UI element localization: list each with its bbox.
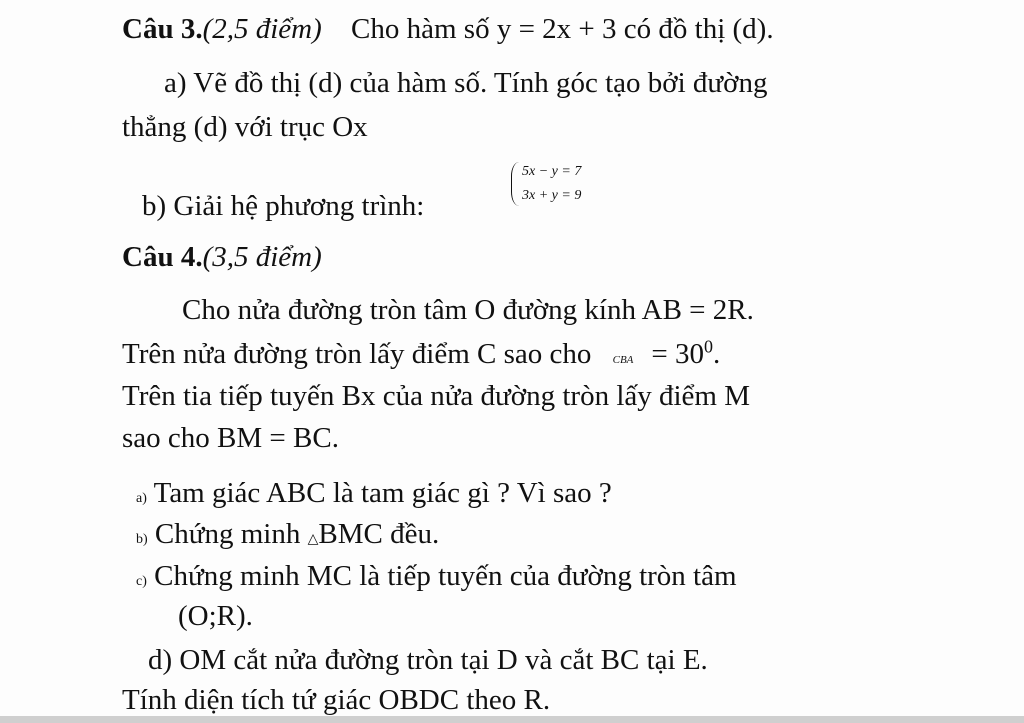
q3-part-a-line2: thẳng (d) với trục Ox [122, 111, 368, 143]
q4-points: (3,5 điểm) [202, 241, 322, 273]
system-eq-1: 5x − y = 7 [522, 164, 582, 179]
triangle-symbol: △ [307, 532, 319, 547]
q3-points: (2,5 điểm) [202, 13, 322, 45]
q4-line1: Cho nửa đường tròn tâm O đường kính AB = 2R. [182, 294, 754, 326]
q3-part-a-line1: a) Vẽ đồ thị (d) của hàm số. Tính góc tạo bởi đường [164, 67, 768, 99]
angle-cba: CBA [612, 354, 634, 366]
q4-part-a-marker: a) [136, 491, 147, 506]
q4-line2-post: = 30 [651, 338, 705, 370]
q3-stem: Cho hàm số y = 2x + 3 có đồ thị (d). [351, 13, 774, 45]
q4-part-b [136, 517, 439, 557]
q4-part-a [136, 476, 612, 516]
q4-part-c-marker: c) [136, 574, 147, 589]
q4-line4: sao cho BM = BC. [122, 422, 339, 454]
q4-part-b-post: BMC đều. [318, 518, 440, 550]
q3-part-b-text: b) Giải hệ phương trình: [142, 190, 425, 222]
degree-mark: 0 [704, 336, 714, 357]
q4-part-b-marker: b) [136, 532, 148, 547]
q4-part-c-line2: (O;R). [178, 600, 253, 632]
q4-part-d: d) OM cắt nửa đường tròn tại D và cắt BC tại E. [148, 644, 708, 676]
q3-heading [122, 12, 774, 46]
q4-part-c-text1: Chứng minh MC là tiếp tuyến của đường tròn tâm [154, 560, 737, 592]
q4-line2-pre: Trên nửa đường tròn lấy điểm C sao cho [122, 338, 592, 370]
q3-label: Câu 3. [122, 13, 203, 45]
q4-part-d-line2: Tính diện tích tứ giác OBDC theo R. [122, 684, 551, 716]
equation-system [511, 160, 621, 210]
page-bottom-edge [0, 716, 1024, 723]
q4-label: Câu 4. [122, 241, 203, 273]
system-brace [511, 162, 520, 206]
q4-line3: Trên tia tiếp tuyến Bx của nửa đường tròn lấy điểm M [122, 380, 751, 412]
q4-part-a-text: Tam giác ABC là tam giác gì ? Vì sao ? [153, 477, 612, 509]
q4-heading [122, 240, 322, 274]
q4-line2 [122, 337, 720, 377]
q4-line2-end: . [713, 338, 721, 370]
q4-part-b-pre: Chứng minh [154, 518, 301, 550]
q4-part-c [136, 559, 737, 599]
system-eq-2: 3x + y = 9 [522, 188, 582, 203]
